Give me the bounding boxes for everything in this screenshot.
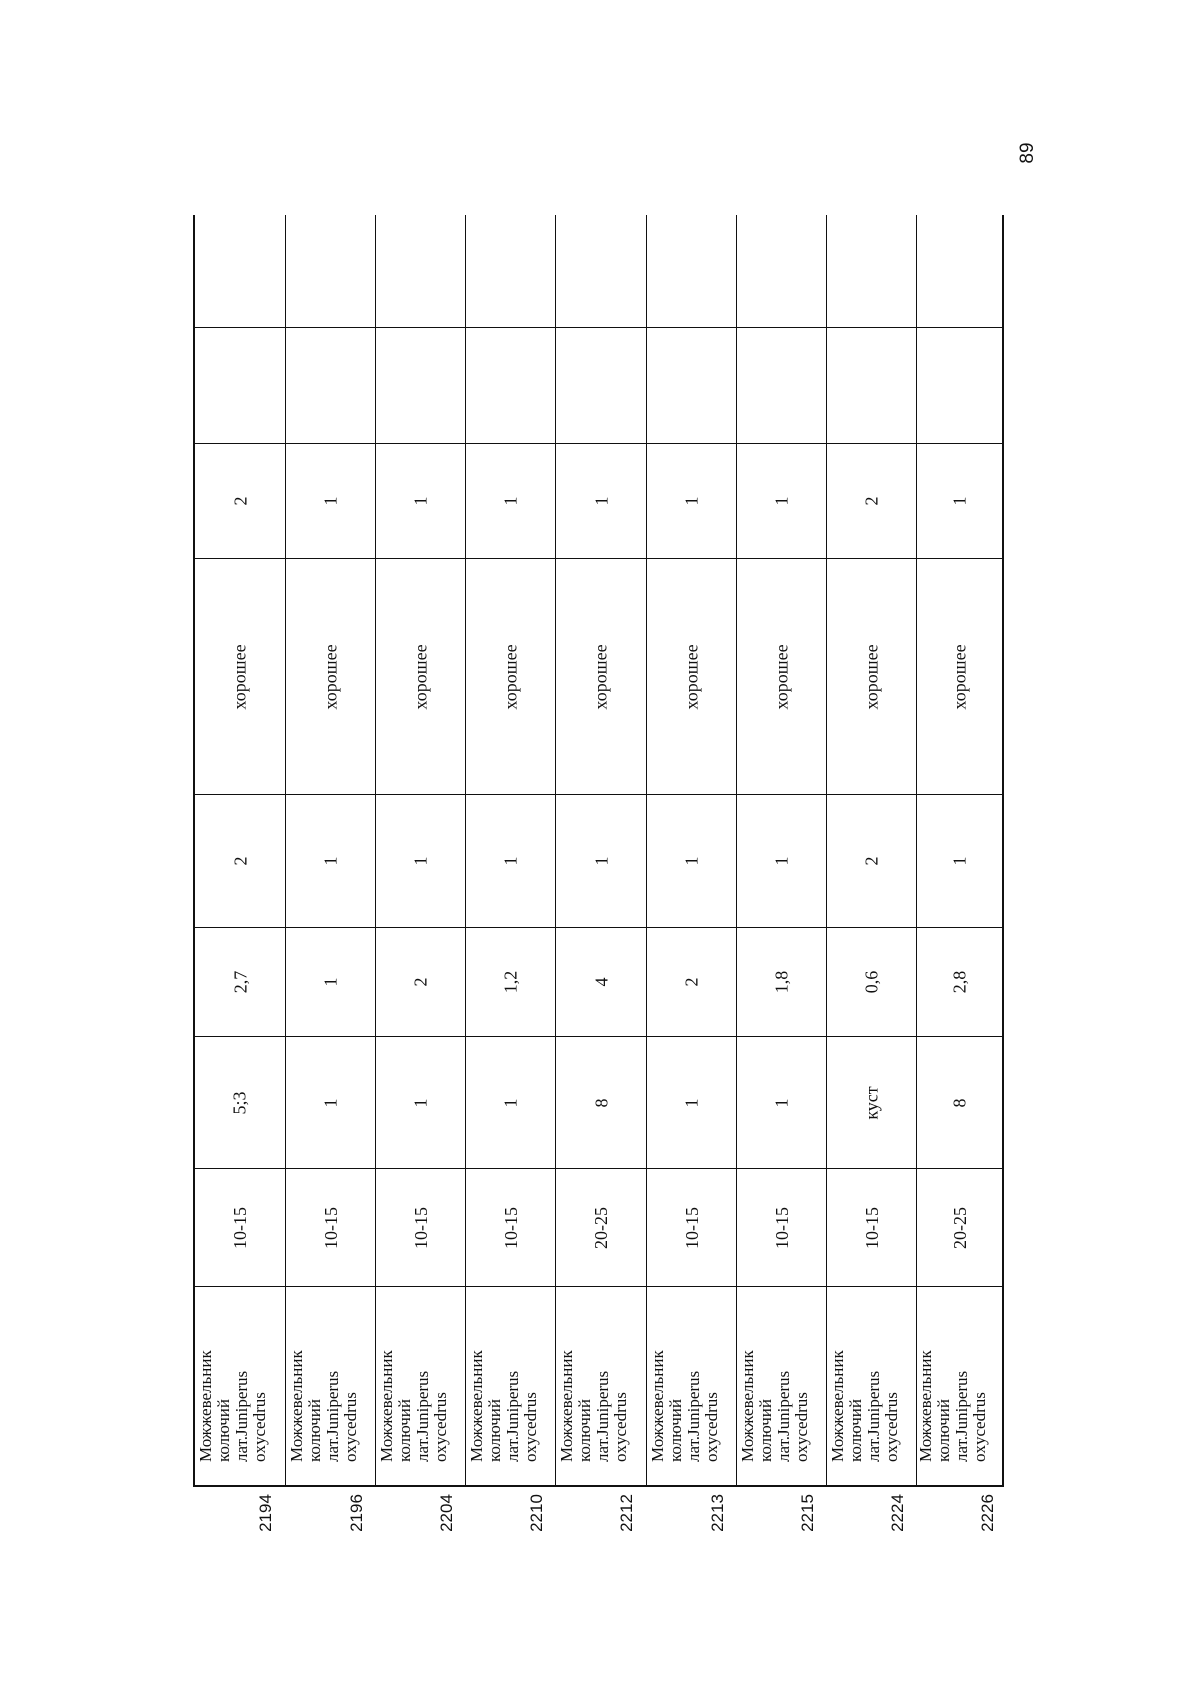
species-line: oxycedrus — [881, 1392, 901, 1462]
table-row — [195, 215, 286, 1485]
cell-height — [556, 928, 646, 1037]
age-value: 10-15 — [500, 1206, 521, 1249]
cell-col8 — [917, 328, 1002, 444]
cell-diameter — [195, 1037, 285, 1169]
cell-diameter — [917, 1037, 1002, 1169]
count-value: 1 — [681, 856, 702, 866]
row-number — [432, 1488, 462, 1538]
species-line: лат.Juniperus — [322, 1370, 342, 1462]
cell-condition — [466, 559, 555, 795]
condition-value: хорошее — [949, 643, 970, 710]
count-value: 1 — [320, 856, 341, 866]
cell-col8 — [737, 328, 826, 444]
species-line: лат.Juniperus — [863, 1370, 883, 1462]
species-name — [377, 1306, 465, 1466]
qty-value: 1 — [410, 496, 431, 506]
cell-diameter — [827, 1037, 916, 1169]
cell-condition — [376, 559, 465, 795]
cell-col8 — [376, 328, 465, 444]
count-value: 2 — [861, 856, 882, 866]
species-line: лат.Juniperus — [593, 1370, 612, 1462]
cell-count — [195, 795, 285, 928]
cell-qty — [827, 444, 916, 559]
height-value: 1,8 — [771, 970, 792, 994]
count-value: 1 — [771, 856, 792, 866]
cell-diameter — [286, 1037, 375, 1169]
cell-diameter — [466, 1037, 555, 1169]
cell-count — [737, 795, 826, 928]
row-number-text: 2213 — [708, 1494, 728, 1532]
diameter-value: куст — [861, 1085, 882, 1120]
species-line: колючий — [575, 1399, 594, 1462]
height-value: 2,8 — [949, 970, 970, 994]
cell-species — [737, 1287, 826, 1485]
species-line: лат.Juniperus — [232, 1370, 251, 1462]
cell-count — [556, 795, 646, 928]
count-value: 1 — [410, 856, 431, 866]
condition-value: хорошее — [591, 643, 611, 710]
count-value: 1 — [949, 856, 970, 866]
cell-condition — [917, 559, 1002, 795]
condition-value: хорошее — [771, 643, 792, 710]
height-value: 4 — [591, 977, 611, 987]
diameter-value: 1 — [681, 1098, 702, 1107]
count-value: 1 — [500, 856, 521, 866]
age-value: 10-15 — [681, 1206, 702, 1249]
cell-qty — [647, 444, 736, 559]
species-name — [738, 1306, 826, 1466]
row-number — [251, 1488, 281, 1538]
row-number — [612, 1488, 642, 1538]
qty-value: 1 — [681, 496, 702, 506]
species-line: Можжевельник — [196, 1350, 215, 1462]
species-line: Можжевельник — [915, 1350, 935, 1462]
row-number-text: 2212 — [617, 1494, 637, 1532]
table-row — [556, 215, 647, 1485]
age-value: 10-15 — [320, 1206, 341, 1249]
qty-value: 1 — [949, 496, 970, 506]
species-line: колючий — [933, 1399, 953, 1462]
cell-diameter — [556, 1037, 646, 1169]
cell-age — [827, 1169, 916, 1287]
cell-height — [647, 928, 736, 1037]
cell-diameter — [376, 1037, 465, 1169]
cell-col9 — [376, 215, 465, 328]
species-line: Можжевельник — [737, 1350, 757, 1462]
cell-height — [286, 928, 375, 1037]
cell-species — [286, 1287, 375, 1485]
count-value: 2 — [230, 856, 250, 866]
species-line: Можжевельник — [647, 1350, 667, 1462]
diameter-value: 1 — [500, 1098, 521, 1107]
species-line: oxycedrus — [611, 1392, 630, 1462]
cell-col9 — [286, 215, 375, 328]
age-value: 20-25 — [591, 1206, 611, 1249]
cell-col9 — [466, 215, 555, 328]
row-number — [973, 1488, 1003, 1538]
cell-height — [827, 928, 916, 1037]
species-line: лат.Juniperus — [412, 1370, 432, 1462]
height-value: 2,7 — [230, 970, 250, 994]
cell-height — [737, 928, 826, 1037]
cell-diameter — [737, 1037, 826, 1169]
cell-col9 — [195, 215, 285, 328]
species-name — [916, 1306, 1004, 1466]
species-line: oxycedrus — [520, 1392, 540, 1462]
diameter-value: 1 — [320, 1098, 341, 1107]
condition-value: хорошее — [410, 643, 431, 710]
diameter-value: 1 — [410, 1098, 431, 1107]
cell-species — [466, 1287, 555, 1485]
cell-height — [466, 928, 555, 1037]
age-value: 10-15 — [230, 1206, 250, 1249]
species-name — [196, 1306, 284, 1466]
cell-col8 — [647, 328, 736, 444]
height-value: 1,2 — [500, 970, 521, 994]
cell-col9 — [737, 215, 826, 328]
qty-value: 1 — [500, 496, 521, 506]
table-row — [917, 215, 1002, 1485]
species-line: лат.Juniperus — [683, 1370, 703, 1462]
row-number — [522, 1488, 552, 1538]
qty-value: 2 — [230, 496, 250, 506]
species-line: oxycedrus — [340, 1392, 360, 1462]
cell-species — [647, 1287, 736, 1485]
cell-species — [376, 1287, 465, 1485]
age-value: 10-15 — [771, 1206, 792, 1249]
row-number-text: 2210 — [527, 1494, 547, 1532]
species-line: колючий — [214, 1399, 233, 1462]
species-line: oxycedrus — [969, 1392, 989, 1462]
cell-age — [286, 1169, 375, 1287]
cell-age — [376, 1169, 465, 1287]
species-line: колючий — [394, 1399, 414, 1462]
cell-count — [466, 795, 555, 928]
species-line: oxycedrus — [250, 1392, 269, 1462]
table-row — [737, 215, 827, 1485]
cell-count — [647, 795, 736, 928]
condition-value: хорошее — [681, 643, 702, 710]
cell-col8 — [827, 328, 916, 444]
cell-qty — [737, 444, 826, 559]
cell-count — [917, 795, 1002, 928]
cell-col8 — [286, 328, 375, 444]
cell-species — [556, 1287, 646, 1485]
species-line: Можжевельник — [286, 1350, 306, 1462]
cell-qty — [917, 444, 1002, 559]
cell-species — [917, 1287, 1002, 1485]
row-number-text: 2204 — [437, 1494, 457, 1532]
cell-age — [556, 1169, 646, 1287]
cell-col9 — [827, 215, 916, 328]
age-value: 20-25 — [949, 1206, 970, 1249]
table-row — [376, 215, 466, 1485]
species-line: Можжевельник — [466, 1350, 486, 1462]
cell-condition — [286, 559, 375, 795]
tree-inventory-table — [193, 215, 1004, 1487]
cell-condition — [647, 559, 736, 795]
cell-qty — [376, 444, 465, 559]
cell-col8 — [466, 328, 555, 444]
cell-qty — [466, 444, 555, 559]
species-line: колючий — [845, 1399, 865, 1462]
cell-col8 — [195, 328, 285, 444]
cell-condition — [556, 559, 646, 795]
cell-age — [737, 1169, 826, 1287]
height-value: 0,6 — [861, 970, 882, 994]
cell-height — [917, 928, 1002, 1037]
cell-age — [917, 1169, 1002, 1287]
cell-height — [376, 928, 465, 1037]
qty-value: 2 — [861, 496, 882, 506]
cell-qty — [556, 444, 646, 559]
row-number-text: 2194 — [256, 1494, 276, 1532]
species-name — [557, 1306, 645, 1466]
row-number-text: 2215 — [798, 1494, 818, 1532]
cell-age — [647, 1169, 736, 1287]
species-line: Можжевельник — [376, 1350, 396, 1462]
species-line: колючий — [755, 1399, 775, 1462]
table-row — [466, 215, 556, 1485]
row-number-text: 2226 — [978, 1494, 998, 1532]
cell-condition — [195, 559, 285, 795]
cell-condition — [827, 559, 916, 795]
cell-qty — [195, 444, 285, 559]
species-name — [648, 1306, 736, 1466]
row-number — [703, 1488, 733, 1538]
cell-col8 — [556, 328, 646, 444]
row-number — [793, 1488, 823, 1538]
cell-height — [195, 928, 285, 1037]
cell-count — [827, 795, 916, 928]
diameter-value: 8 — [591, 1098, 611, 1107]
condition-value: хорошее — [230, 643, 250, 710]
species-line: лат.Juniperus — [951, 1370, 971, 1462]
cell-qty — [286, 444, 375, 559]
species-line: лат.Juniperus — [502, 1370, 522, 1462]
diameter-value: 8 — [949, 1098, 970, 1107]
table-row — [647, 215, 737, 1485]
row-number — [883, 1488, 913, 1538]
species-line: oxycedrus — [430, 1392, 450, 1462]
cell-count — [286, 795, 375, 928]
species-name — [467, 1306, 555, 1466]
species-line: Можжевельник — [827, 1350, 847, 1462]
species-line: колючий — [484, 1399, 504, 1462]
species-line: oxycedrus — [701, 1392, 721, 1462]
cell-col9 — [647, 215, 736, 328]
condition-value: хорошее — [861, 643, 882, 710]
species-line: лат.Juniperus — [773, 1370, 793, 1462]
diameter-value: 5;3 — [229, 1090, 250, 1115]
species-line: колючий — [304, 1399, 324, 1462]
cell-col9 — [917, 215, 1002, 328]
age-value: 10-15 — [861, 1206, 882, 1249]
row-number-text: 2224 — [888, 1494, 908, 1532]
qty-value: 1 — [771, 496, 792, 506]
species-line: Можжевельник — [557, 1350, 576, 1462]
height-value: 1 — [320, 977, 341, 987]
qty-value: 1 — [591, 496, 611, 506]
species-line: колючий — [665, 1399, 685, 1462]
row-number-text: 2196 — [347, 1494, 367, 1532]
cell-age — [466, 1169, 555, 1287]
cell-condition — [737, 559, 826, 795]
table-row — [827, 215, 917, 1485]
condition-value: хорошее — [320, 643, 341, 710]
species-name — [828, 1306, 916, 1466]
height-value: 2 — [681, 977, 702, 987]
cell-count — [376, 795, 465, 928]
cell-col9 — [556, 215, 646, 328]
page-number: 89 — [1017, 142, 1038, 164]
row-number — [342, 1488, 372, 1538]
cell-diameter — [647, 1037, 736, 1169]
species-line: oxycedrus — [791, 1392, 811, 1462]
table-row — [286, 215, 376, 1485]
cell-species — [195, 1287, 285, 1485]
species-name — [287, 1306, 375, 1466]
qty-value: 1 — [320, 496, 341, 506]
cell-species — [827, 1287, 916, 1485]
age-value: 10-15 — [410, 1206, 431, 1249]
cell-age — [195, 1169, 285, 1287]
condition-value: хорошее — [500, 643, 521, 710]
diameter-value: 1 — [771, 1098, 792, 1107]
height-value: 2 — [410, 977, 431, 987]
count-value: 1 — [591, 856, 611, 866]
